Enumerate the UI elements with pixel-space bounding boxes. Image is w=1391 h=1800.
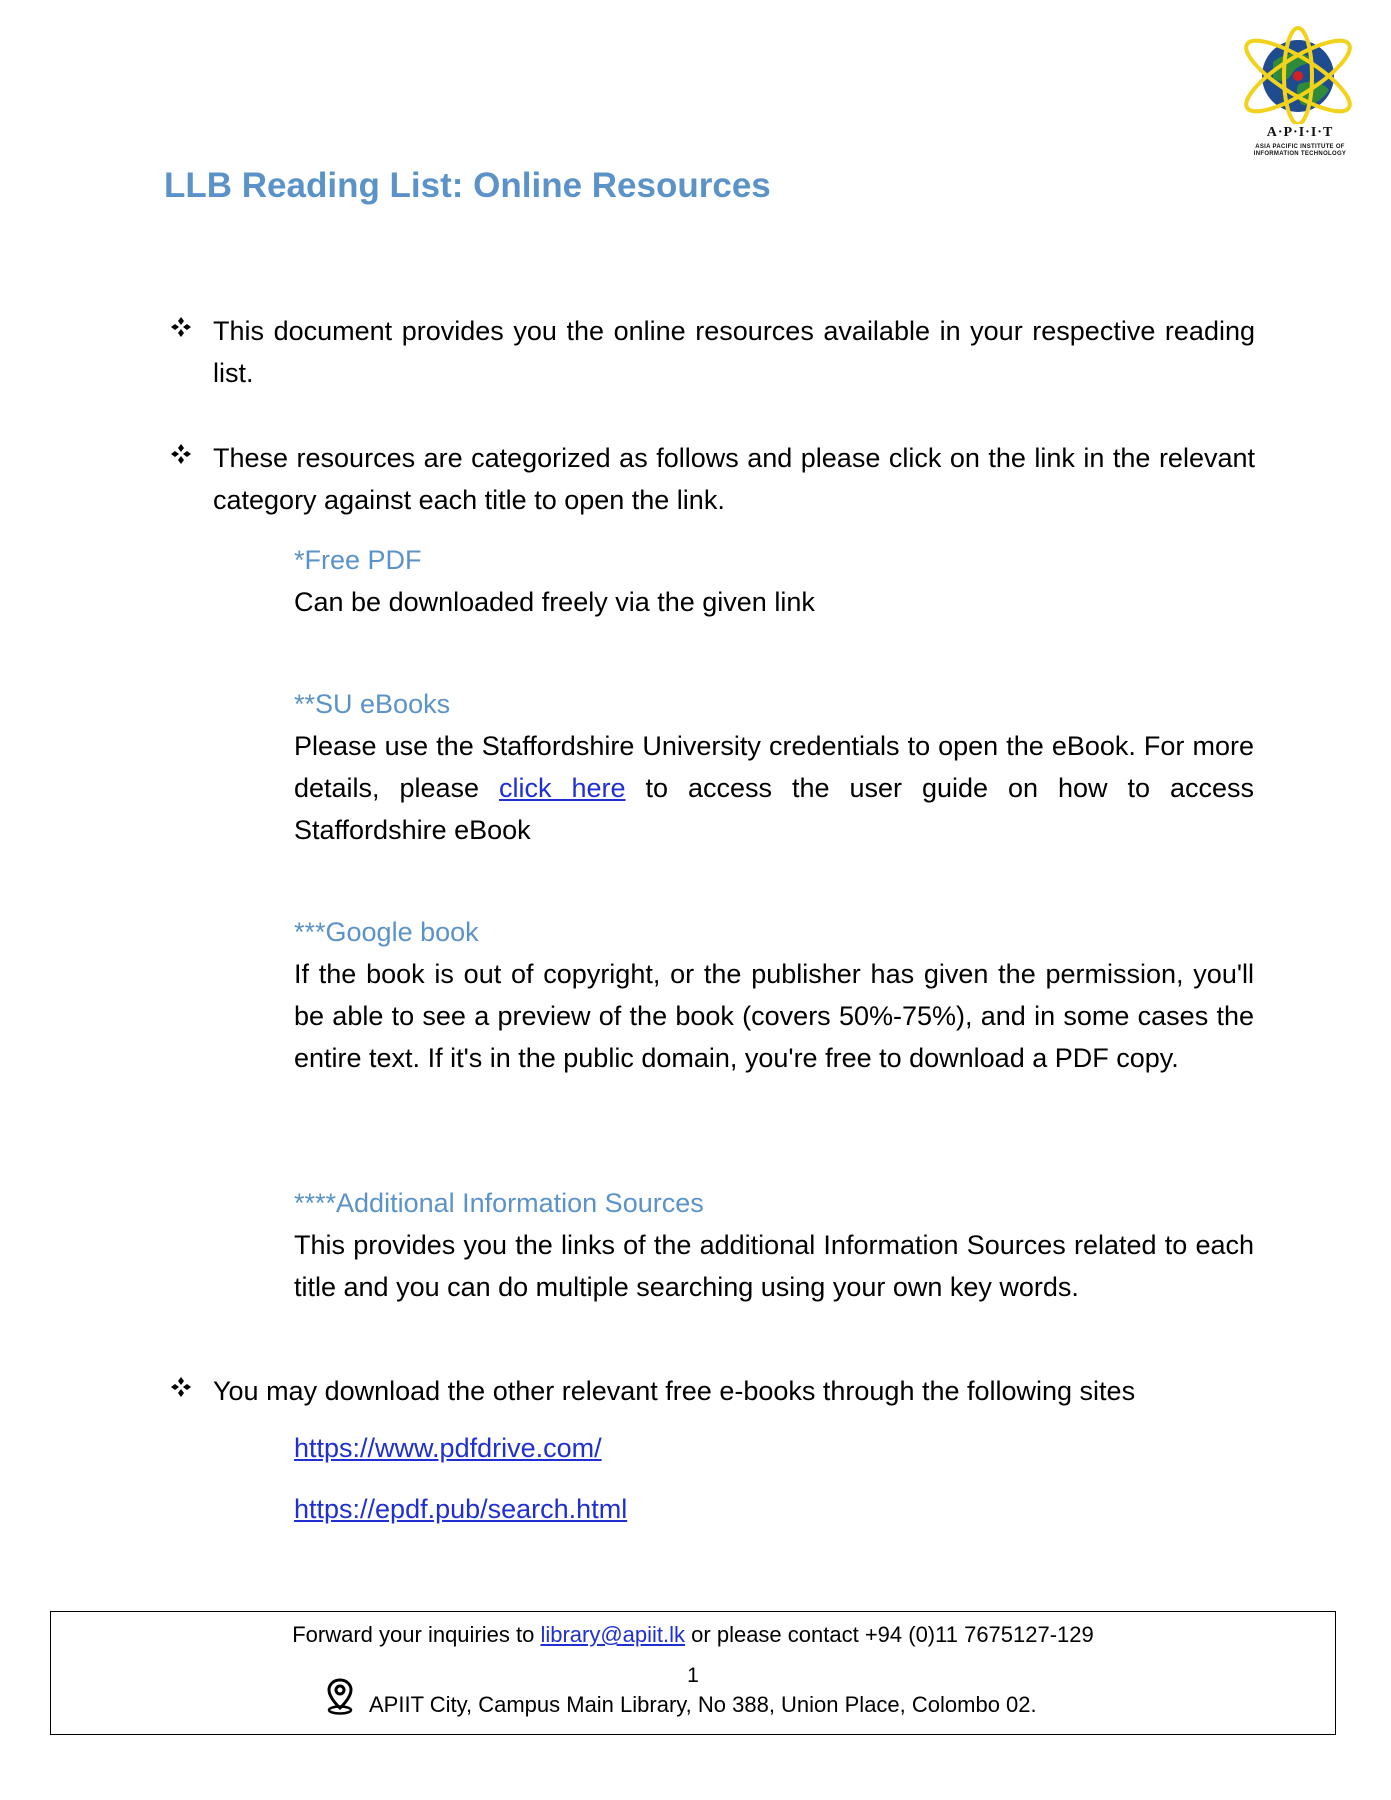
category-heading: **SU eBooks xyxy=(294,689,451,719)
click-here-link[interactable]: click here xyxy=(499,773,626,803)
bullet-item xyxy=(170,1370,1255,1412)
category-description: Can be downloaded freely via the given link xyxy=(294,587,815,617)
description-text-before: Please use the Staffordshire University credentials to open the eBook. For more details, please xyxy=(294,731,1254,803)
logo-full-line2: INFORMATION TECHNOLOGY xyxy=(1253,151,1347,157)
apiit-logo xyxy=(1233,24,1363,156)
category-google-book xyxy=(294,911,1254,1079)
bullet-item xyxy=(170,310,1255,394)
bullet-item xyxy=(170,437,1255,521)
description-text-after: to access the user guide on how to access Staffordshire eBook xyxy=(294,773,1254,845)
category-su-ebooks xyxy=(294,683,1254,851)
inquiry-text-before: Forward your inquiries to xyxy=(292,1622,541,1647)
epdf-link[interactable]: https://epdf.pub/search.html xyxy=(294,1494,628,1524)
page-title: LLB Reading List: Online Resources xyxy=(164,166,771,205)
atom-globe-icon xyxy=(1233,24,1363,124)
location-pin-icon xyxy=(325,1678,355,1716)
category-heading: ****Additional Information Sources xyxy=(294,1188,704,1218)
inquiry-line xyxy=(51,1622,1335,1648)
bullet-text: These resources are categorized as follows and please click on the link in the relevant category against each title to open the link. xyxy=(213,443,1255,515)
category-free-pdf xyxy=(294,539,1254,623)
category-description: If the book is out of copyright, or the publisher has given the permission, you'll be able to see a preview of the book (covers 50%-75%), and in some cases the entire text. If it's in the public domain, you're free to download a PDF copy. xyxy=(294,959,1254,1073)
logo-full-name xyxy=(1237,144,1363,158)
page-number: 1 xyxy=(687,1664,699,1687)
category-description xyxy=(294,725,1254,851)
library-address: APIIT City, Campus Main Library, No 388, Union Place, Colombo 02. xyxy=(369,1692,1037,1717)
inquiry-text-after: or please contact +94 (0)11 7675127-129 xyxy=(685,1622,1094,1647)
category-heading: ***Google book xyxy=(294,917,479,947)
footer-box xyxy=(50,1611,1336,1735)
category-heading: *Free PDF xyxy=(294,545,422,575)
diamond-bullet-icon xyxy=(170,316,192,338)
logo-full-line1: ASIA PACIFIC INSTITUTE OF xyxy=(1255,144,1345,150)
category-additional-sources xyxy=(294,1182,1254,1308)
diamond-bullet-icon xyxy=(170,1376,192,1398)
diamond-bullet-icon xyxy=(170,443,192,465)
bullet-text: You may download the other relevant free e-books through the following sites xyxy=(213,1376,1136,1406)
pdfdrive-link[interactable]: https://www.pdfdrive.com/ xyxy=(294,1433,602,1463)
bullet-text: This document provides you the online resources available in your respective reading list. xyxy=(213,316,1255,388)
library-email-link[interactable]: library@apiit.lk xyxy=(540,1622,686,1647)
category-description: This provides you the links of the additional Information Sources related to each title and you can do multiple searching using your own key words. xyxy=(294,1230,1254,1302)
logo-abbreviation: A·P·I·I·T xyxy=(1266,125,1334,140)
